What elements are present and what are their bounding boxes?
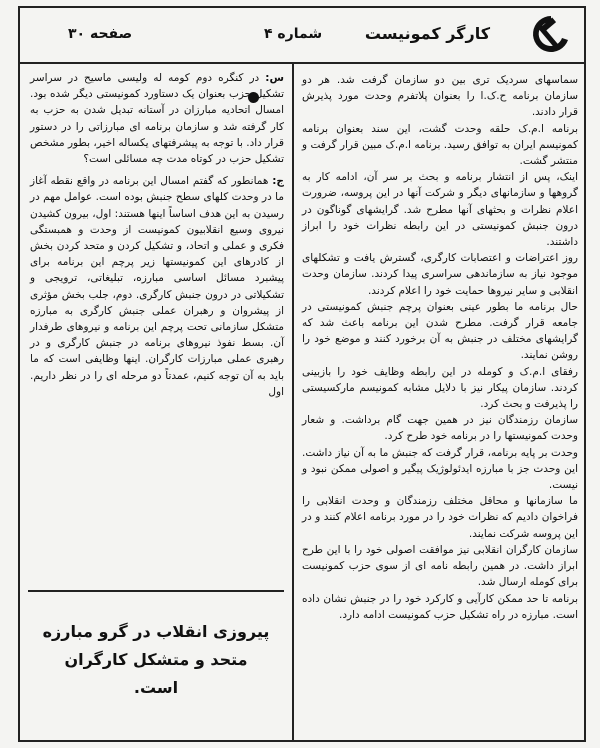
- slogan-line: پیروزی انقلاب در گرو مبارزه: [42, 622, 270, 641]
- slogan-line: است.: [133, 678, 179, 697]
- paragraph: برنامه ا.م.ک حلقه وحدت گشت، این سند بعنوان برنامه کمونیسم ایران به توافق رسید. برنامه ا.م.ک مبین قرار گرفت و منتشر گشت.: [302, 122, 578, 168]
- paragraph: وحدت بر پایه برنامه، قرار گرفت که جنبش ما به آن نیاز داشت. این وحدت جز با مبارزه ایدئولوژیک پیگیر و اصولی ممکن نبود و نیست.: [302, 446, 578, 492]
- column-divider: [292, 64, 294, 742]
- page-header: [18, 6, 586, 64]
- hammer-sickle-icon: [524, 10, 578, 58]
- question-text: در کنگره دوم کومه له ولیسی ماسیح در سراسر تشکیل حزب بعنوان یک دستاورد کمونیستی دیگر شده بود. امسال اتحادیه مبارزان در آستانه تبدیل شدن به حزب به کار گرفته شد و سازمان برنامه ای مبارزاتی را در دستور قرار داد. با توجه به پیشرفتهای یکساله اخیر، بطور مشخص تشکیل حزب در کوتاه مدت چه مسائلی است؟: [30, 72, 284, 166]
- paragraph: برنامه تا حد ممکن کارآیی و کارکرد خود را در جنبش نشان داده است. مبارزه در راه تشکیل حزب کمونیست ادامه دارد.: [302, 592, 578, 621]
- slogan-box: [28, 590, 284, 738]
- paragraph: سازمان کارگران انقلابی نیز موافقت اصولی خود را با این طرح ابراز داشت. در همین رابطه نامه ای از سوی حزب کمونیست برای کومله ارسال شد.: [302, 543, 578, 589]
- right-column: [302, 72, 578, 623]
- paragraph: سازمان رزمندگان نیز در همین جهت گام برداشت. و شعار وحدت کمونیستها را در برنامه خود طرح کرد.: [302, 414, 578, 443]
- paragraph: حال برنامه ما بطور عینی بعنوان پرچم جنبش کمونیستی در جامعه قرار گرفت. مطرح شدن این برنامه باعث شد که گرایشهای مختلف در جنبش به آن برخورد کنند و موضع خود را روشن نمایند.: [302, 300, 578, 362]
- answer-label: ج:: [272, 175, 284, 188]
- issue-number: شماره ۴: [264, 26, 323, 42]
- publication-title: کارگر کمونیست: [364, 24, 490, 43]
- question: [30, 70, 284, 167]
- paragraph: ما سازمانها و محافل مختلف رزمندگان و وحدت انقلابی را فراخوان دادیم که نظرات خود را در مورد برنامه اعلام کنند و در این پروسه شرکت نمایند.: [302, 495, 578, 540]
- page-number: صفحه ۳۰: [68, 26, 133, 42]
- answer: [30, 173, 284, 400]
- slogan: [38, 618, 274, 702]
- question-label: س:: [265, 72, 284, 84]
- paragraph: اینک، پس از انتشار برنامه و بحث بر سر آن، ادامه کار به گروهها و سازمانهای دیگر و شرکت آنها در این پروسه، ضرورت اعلام نظرات و بحثهای آنها مطرح شد. گرایشهای گوناگون در درون جنبش کمونیستی در این رابطه نظرات خود را ابراز داشتند.: [302, 171, 578, 249]
- paragraph: روز اعتراضات و اعتصابات کارگری، گسترش یافت و تشکلهای موجود نیاز به سازماندهی سراسری پیدا کردند. سازمان وحدت انقلابی و سایر نیروها حمایت خود را اعلام کردند.: [302, 252, 578, 297]
- slogan-line: متحد و متشکل کارگران: [64, 650, 248, 669]
- answer-text: همانطور که گفتم امسال این برنامه در واقع نقطه آغاز ما در وحدت کلهای سطح جنبش بوده است. عوامل مهم در رسیدن به این هدف اساساً اینها هستند: اول، بیرون کشیدن نیروی وسیع انقلابیون کمونیست از وحدت و همبستگی فکری و عملی و اتحاد، و تشکیل کردن و متحد کردن بخش از کادرهای این کمونیستها زیر پرچم این برنامه برای پیشبرد مسائل اساسی مبارزه، تبلیغاتی، ترویجی و تشکیلاتی در درون جنبش کارگری. دوم، جلب بخش مؤثری از پیشروان و رهبران عملی جنبش کارگری به مبارزه متشکل سازمانی تحت پرچم این برنامه و نیروهای طرفدار آن. بسط نفوذ نیروهای برنامه در جنبش کارگری و در رهبری عملی مبارزات کارگران. اینها وظایفی است که ما باید به آن توجه کنیم، عمدتاً دو مرحله ای را در نظر داریم. اول: [30, 175, 284, 398]
- paragraph: رفقای ا.م.ک و کومله در این رابطه وظایف خود را بازبینی کردند. سازمان پیکار نیز با دلایل مشابه کمونیسم مارکسیستی را پذیرفت و بحث کرد.: [302, 365, 578, 411]
- left-column: [30, 70, 284, 400]
- paragraph: سماسهای سردیک تری بین دو سازمان گرفت شد. هر دو سازمان برنامه ح.ک.ا را بعنوان پلاتفرم وحدت مورد پذیرش قرار دادند.: [302, 74, 578, 119]
